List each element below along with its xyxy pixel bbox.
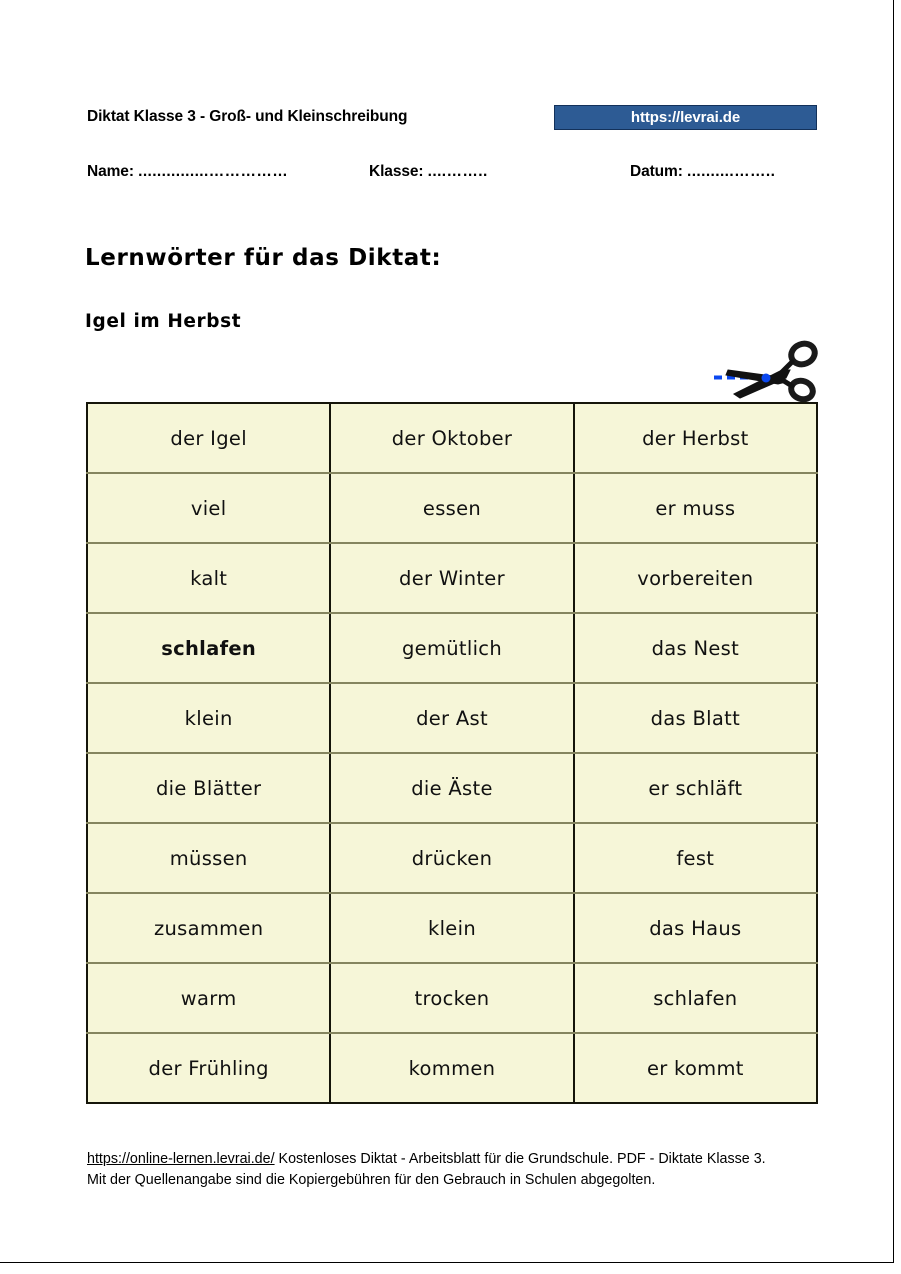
table-row bbox=[87, 613, 817, 683]
footer-line1-rest: Kostenloses Diktat - Arbeitsblatt für die Grundschule. PDF - Diktate Klasse 3. bbox=[274, 1151, 766, 1167]
word-cell: schlafen bbox=[574, 963, 817, 1033]
table-row bbox=[87, 683, 817, 753]
page-edge-bottom bbox=[0, 1262, 894, 1263]
word-cell: schlafen bbox=[87, 613, 330, 683]
table-row bbox=[87, 543, 817, 613]
word-cell: müssen bbox=[87, 823, 330, 893]
source-link[interactable]: https://online-lernen.levrai.de/ bbox=[87, 1151, 275, 1167]
datum-field[interactable] bbox=[630, 163, 775, 181]
word-cell: die Äste bbox=[330, 753, 573, 823]
word-cell: die Blätter bbox=[87, 753, 330, 823]
datum-label: Datum: bbox=[630, 163, 683, 180]
klasse-input-line[interactable]: ....…….. bbox=[427, 163, 488, 180]
footer-line2: Mit der Quellenangabe sind die Kopiergebühren für den Gebrauch in Schulen abgegolten. bbox=[87, 1172, 656, 1188]
table-row bbox=[87, 1033, 817, 1103]
learning-words-body bbox=[87, 403, 817, 1103]
word-cell: kommen bbox=[330, 1033, 573, 1103]
word-cell: zusammen bbox=[87, 893, 330, 963]
word-cell: das Haus bbox=[574, 893, 817, 963]
word-cell: warm bbox=[87, 963, 330, 1033]
word-cell: klein bbox=[330, 893, 573, 963]
word-cell: der Igel bbox=[87, 403, 330, 473]
lernwoerter-heading: Lernwörter für das Diktat: bbox=[85, 245, 442, 271]
word-cell: viel bbox=[87, 473, 330, 543]
word-cell: der Ast bbox=[330, 683, 573, 753]
footer-credits bbox=[87, 1149, 822, 1191]
table-row bbox=[87, 473, 817, 543]
page-title: Diktat Klasse 3 - Groß- und Kleinschreibung bbox=[87, 108, 408, 125]
name-input-line[interactable]: ...............…………… bbox=[138, 163, 289, 180]
word-cell: das Nest bbox=[574, 613, 817, 683]
word-cell: das Blatt bbox=[574, 683, 817, 753]
word-cell: er schläft bbox=[574, 753, 817, 823]
word-cell: trocken bbox=[330, 963, 573, 1033]
klasse-field[interactable] bbox=[369, 163, 488, 181]
table-row bbox=[87, 963, 817, 1033]
word-cell: drücken bbox=[330, 823, 573, 893]
table-row bbox=[87, 753, 817, 823]
word-cell: essen bbox=[330, 473, 573, 543]
klasse-label: Klasse: bbox=[369, 163, 424, 180]
cut-line-group bbox=[712, 337, 820, 403]
word-cell: der Herbst bbox=[574, 403, 817, 473]
table-row bbox=[87, 403, 817, 473]
word-cell: der Frühling bbox=[87, 1033, 330, 1103]
table-row bbox=[87, 893, 817, 963]
word-cell: kalt bbox=[87, 543, 330, 613]
word-cell: der Oktober bbox=[330, 403, 573, 473]
word-cell: der Winter bbox=[330, 543, 573, 613]
table-row bbox=[87, 823, 817, 893]
datum-input-line[interactable]: ..........…….. bbox=[687, 163, 776, 180]
page-edge-right bbox=[893, 0, 894, 1263]
word-cell: klein bbox=[87, 683, 330, 753]
levrai-website-badge[interactable]: https://levrai.de bbox=[554, 105, 817, 130]
learning-words-table bbox=[86, 402, 818, 1104]
scissors-icon bbox=[712, 337, 820, 403]
name-label: Name: bbox=[87, 163, 134, 180]
dictation-title: Igel im Herbst bbox=[85, 311, 242, 332]
word-cell: vorbereiten bbox=[574, 543, 817, 613]
word-cell: gemütlich bbox=[330, 613, 573, 683]
word-cell: fest bbox=[574, 823, 817, 893]
word-cell: er muss bbox=[574, 473, 817, 543]
word-cell: er kommt bbox=[574, 1033, 817, 1103]
name-field[interactable] bbox=[87, 163, 288, 181]
student-info-row bbox=[0, 163, 901, 187]
